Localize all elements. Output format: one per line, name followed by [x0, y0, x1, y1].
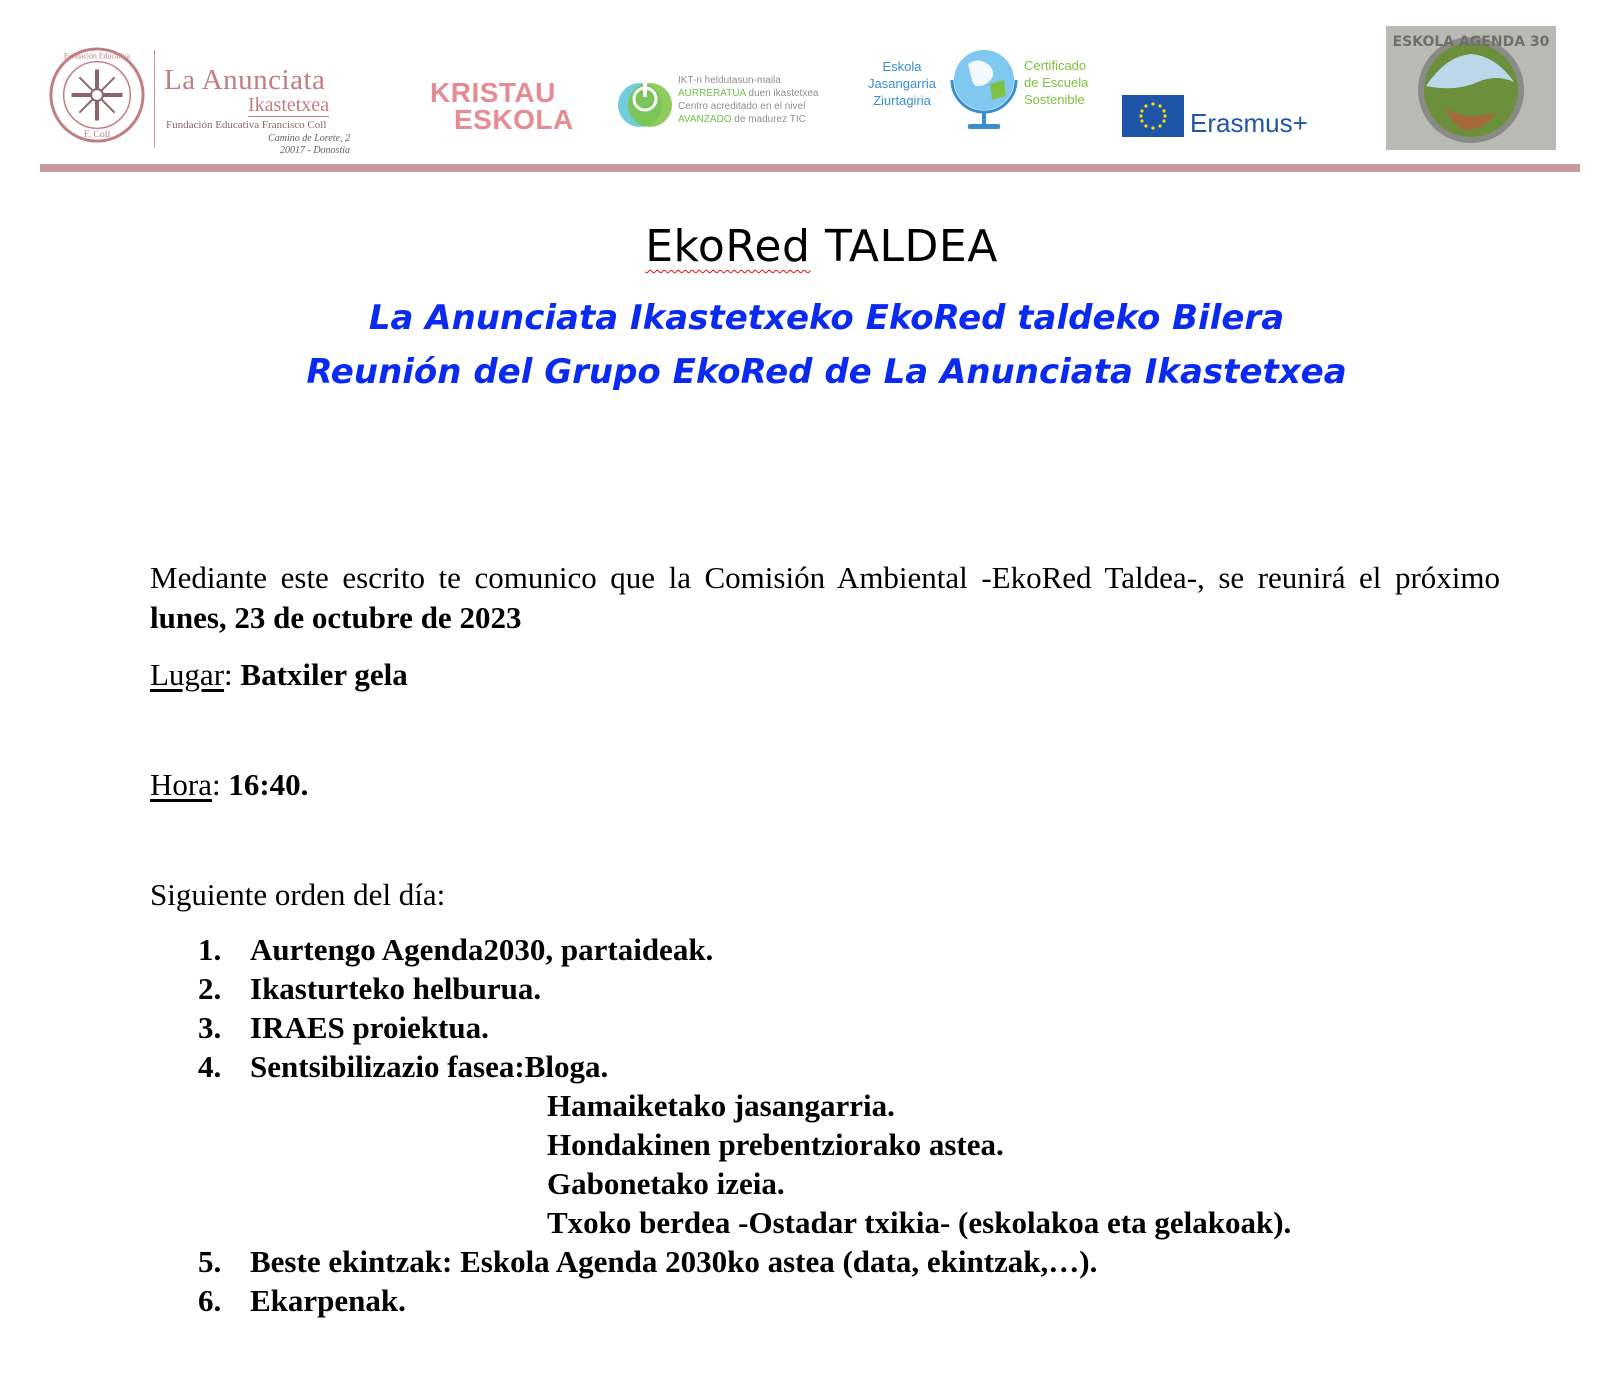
meeting-date: lunes, 23 de octubre de 2023 [150, 600, 522, 635]
erasmus-logo-text: Erasmus+ [1190, 108, 1308, 138]
letterhead [0, 0, 1620, 180]
eskola-jasangarria-text: Eskola Jasangarria Ziurtagiria [868, 59, 936, 108]
agenda-badge-text: ESKOLA AGENDA 30 [1392, 34, 1550, 50]
lugar-value: Batxiler gela [240, 657, 408, 692]
orden-label: Siguiente orden del día: [150, 877, 446, 912]
title-word-ekored: EkoRed [645, 221, 811, 272]
ikt-accreditation-text [678, 74, 818, 126]
header-divider [40, 164, 1580, 172]
foundation-name: Fundación Educativa Francisco Coll [166, 119, 327, 131]
logo-divider [154, 50, 155, 148]
certificado-text: Certificado de Escuela Sostenible [1024, 58, 1089, 107]
hora-label: Hora [150, 767, 212, 802]
school-seal-logo [48, 46, 146, 144]
subtitle-basque: La Anunciata Ikastetxeko EkoRed taldeko Bilera [368, 298, 1285, 338]
hora-value: 16:40. [228, 767, 309, 802]
ikt-line-3: Centro acreditado en el nivel [678, 101, 806, 112]
kristau-line-1: KRISTAU [430, 77, 556, 108]
subtitle-spanish: Reunión del Grupo EkoRed de La Anunciata Ikastetxea [306, 352, 1347, 392]
address-line-1: Camino de Lorete, 2 [268, 133, 350, 144]
school-name: La Anunciata [164, 64, 326, 96]
address-line-2: 20017 - Donostia [280, 145, 350, 156]
school-subname: Ikastetxea [248, 94, 330, 116]
lugar-label: Lugar [150, 657, 225, 692]
kristau-eskola-logo [430, 79, 574, 133]
ikt-line-1: IKT-n heldutasun-maila [678, 75, 781, 86]
ikt-line-2: AURRERATUA duen ikastetxea [678, 88, 819, 99]
seal-bottom-text: F. Coll [83, 129, 111, 141]
page-title [0, 221, 1620, 272]
eskola-agenda-badge [1386, 26, 1556, 150]
ikt-line-4: AVANZADO de madurez TIC [678, 114, 806, 125]
globe-icon [946, 40, 1024, 138]
power-icon [612, 73, 676, 139]
eu-flag-icon [1122, 95, 1184, 137]
intro-text: Mediante este escrito te comunico que la Comisión Ambiental -EkoRed Taldea-, se reunirá el próximo [150, 560, 1500, 595]
lugar-line: Lugar: Batxiler gela [150, 657, 408, 692]
title-word-taldea: TALDEA [824, 221, 998, 272]
intro-paragraph [150, 558, 1500, 638]
seal-top-text: Fundación Educativa [63, 51, 131, 61]
hora-line: Hora: 16:40. [150, 767, 309, 802]
kristau-line-2: ESKOLA [454, 104, 574, 135]
